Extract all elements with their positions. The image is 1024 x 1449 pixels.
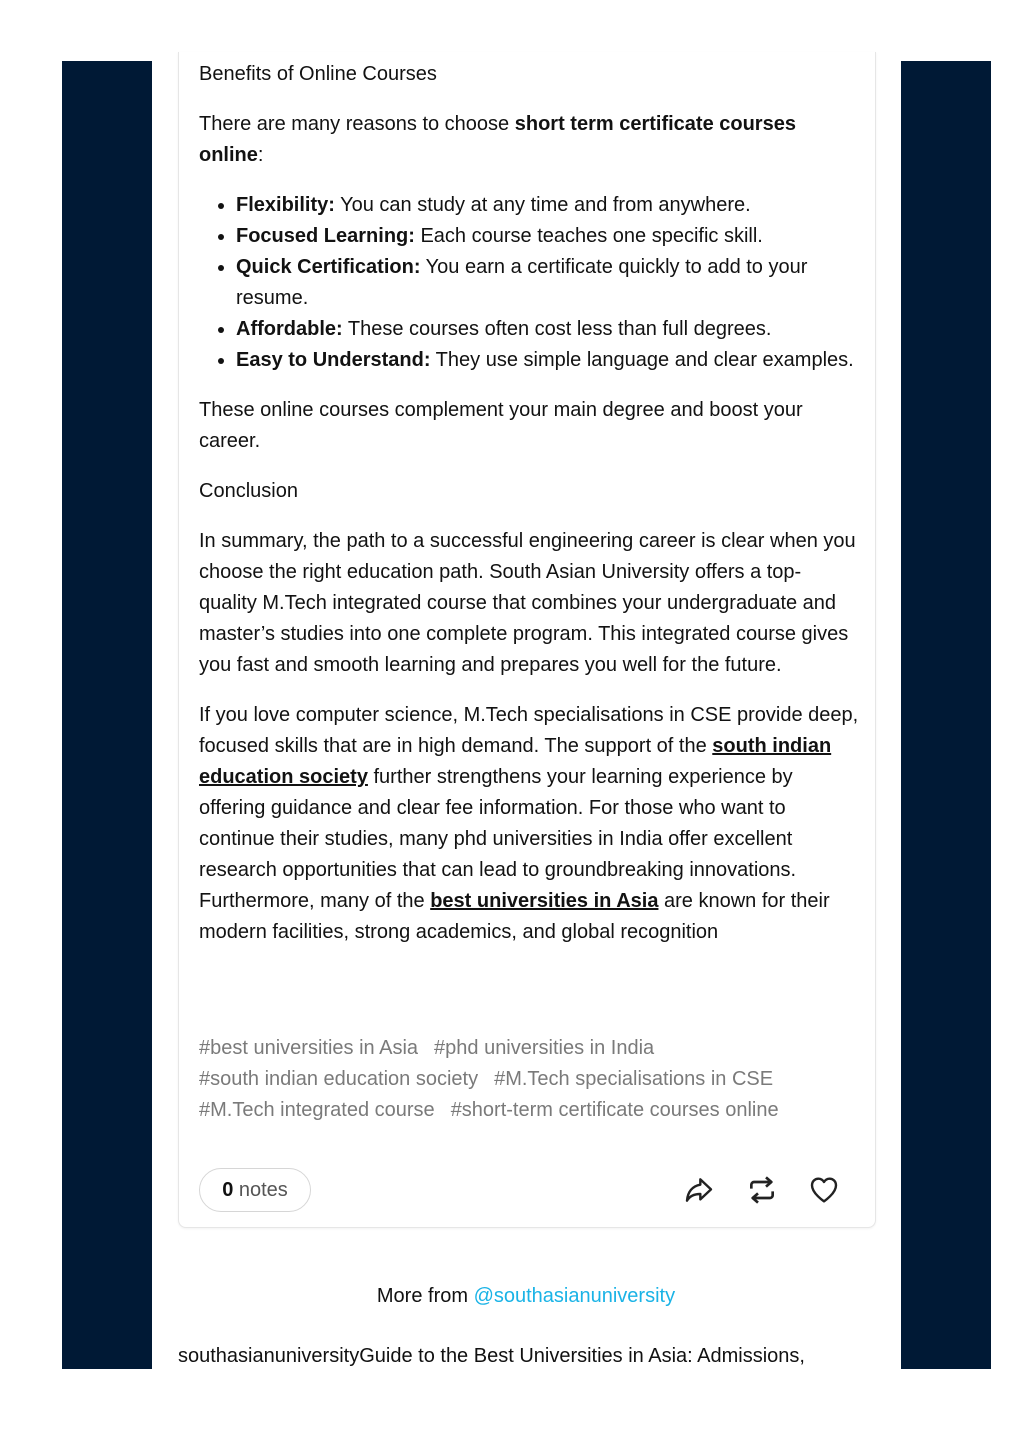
- share-icon[interactable]: [683, 1174, 715, 1206]
- benefit-text: Each course teaches one specific skill.: [414, 225, 763, 247]
- notes-button[interactable]: [199, 1168, 311, 1212]
- conclusion-paragraph-1: In summary, the path to a successful engineering career is clear when you choose the right education path. South Asian University offers a top-quality M.Tech integrated course that combines your undergraduate and master’s studies into one complete program. This integrated course gives you fast and smooth learning and prepares you well for the future.: [199, 530, 856, 676]
- benefit-title: Focused Learning:: [236, 225, 415, 247]
- next-post-preview[interactable]: [178, 1341, 878, 1372]
- benefits-heading: Benefits of Online Courses: [199, 63, 437, 85]
- benefits-list: [199, 190, 859, 376]
- notes-count: 0: [222, 1179, 234, 1201]
- list-item: [236, 345, 859, 376]
- conclusion-paragraph-2: [199, 700, 859, 948]
- left-sidebar-panel: [62, 61, 152, 1369]
- tag-link[interactable]: #short-term certificate courses online: [450, 1099, 779, 1121]
- link-best-universities-in-asia[interactable]: best universities in Asia: [430, 890, 659, 912]
- list-item: [236, 190, 859, 221]
- tag-list: [199, 1033, 859, 1126]
- benefit-text: You can study at any time and from anywhere.: [334, 194, 751, 216]
- next-post-title[interactable]: Guide to the Best Universities in Asia: Admissions,: [359, 1345, 805, 1367]
- notes-label: notes: [233, 1179, 288, 1201]
- tag-link[interactable]: #phd universities in India: [434, 1037, 655, 1059]
- list-item: [236, 221, 859, 252]
- tag-link[interactable]: #M.Tech integrated course: [199, 1099, 435, 1121]
- tag-link[interactable]: #best universities in Asia: [199, 1037, 419, 1059]
- more-from-prefix: More from: [376, 1285, 474, 1307]
- benefits-intro: [199, 109, 859, 171]
- post-body: [199, 59, 859, 967]
- benefits-outro: These online courses complement your main degree and boost your career.: [199, 399, 803, 452]
- benefit-title: Easy to Understand:: [236, 349, 431, 371]
- link-south-indian-education-society[interactable]: south indian education society: [199, 735, 832, 788]
- paragraph-text: further strengthens your learning experience by offering guidance and clear fee information. For those who want to continue their studies, many phd universities in India offer excellent research opportunities that can lead to groundbreaking innovations. Furthermore, many of the: [199, 766, 797, 912]
- intro-bold: short term certificate courses online: [199, 113, 796, 166]
- conclusion-heading: Conclusion: [199, 480, 298, 502]
- benefit-text: They use simple language and clear examples.: [430, 349, 854, 371]
- more-from-heading: [178, 1281, 874, 1312]
- benefit-title: Flexibility:: [236, 194, 335, 216]
- benefit-title: Affordable:: [236, 318, 343, 340]
- tag-link[interactable]: #south indian education society: [199, 1068, 479, 1090]
- intro-text: There are many reasons to choose: [199, 113, 515, 135]
- tag-link[interactable]: #M.Tech specialisations in CSE: [494, 1068, 774, 1090]
- benefit-text: These courses often cost less than full degrees.: [342, 318, 772, 340]
- list-item: [236, 252, 859, 314]
- paragraph-text: are known for their modern facilities, strong academics, and global recognition: [199, 890, 830, 943]
- intro-punct: :: [257, 144, 264, 166]
- like-icon[interactable]: [808, 1174, 840, 1206]
- list-item: [236, 314, 859, 345]
- right-sidebar-panel: [901, 61, 991, 1369]
- paragraph-text: If you love computer science, M.Tech specialisations in CSE provide deep, focused skills that are in high demand. The support of the: [199, 704, 859, 757]
- next-post-blog-name[interactable]: southasianuniversity: [178, 1345, 360, 1367]
- blog-name-link[interactable]: @southasianuniversity: [473, 1285, 676, 1307]
- benefit-text: You earn a certificate quickly to add to your resume.: [236, 256, 808, 309]
- benefit-title: Quick Certification:: [236, 256, 421, 278]
- reblog-icon[interactable]: [746, 1174, 778, 1206]
